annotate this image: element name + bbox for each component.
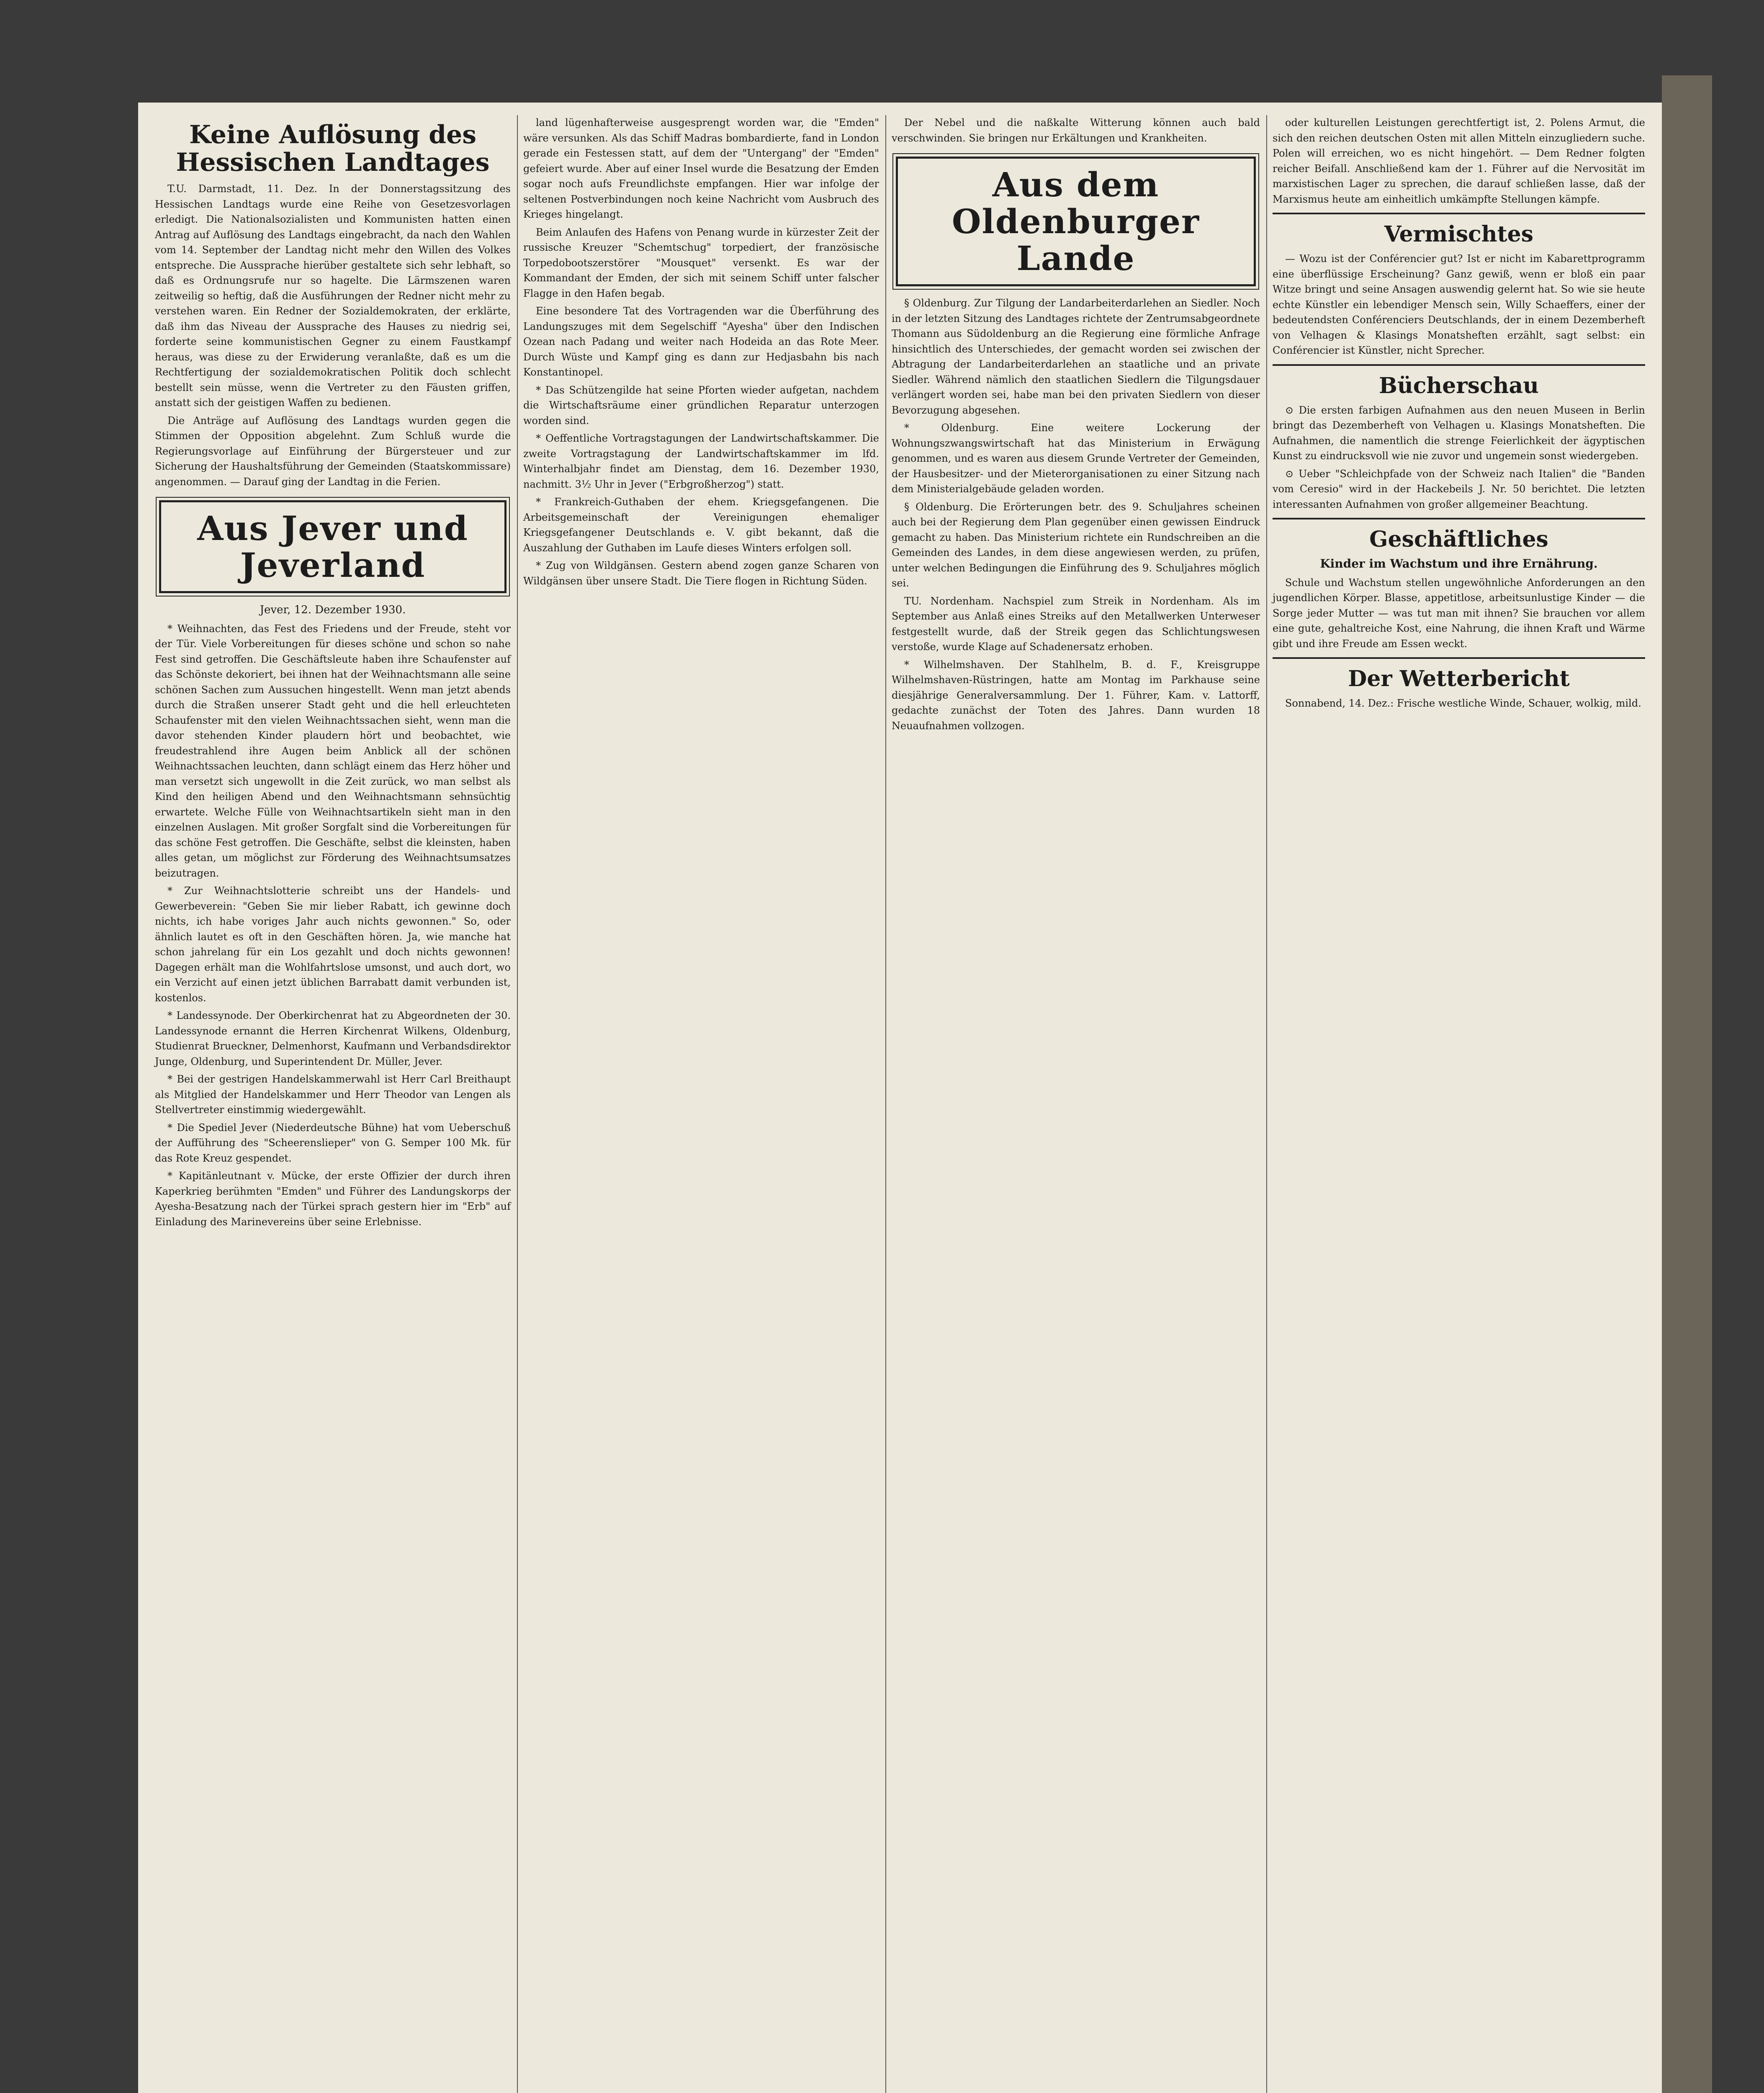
article-landtag-p1: T.U. Darmstadt, 11. Dez. In der Donnerstagssitzung des Hessischen Landtags wurde eine Reihe von Gesetzesvorlagen erledigt. Die Nationalsozialisten und Kommunisten hatten einen Antrag auf Auflösung des Landtags eingebracht, da nach den Wahlen vom 14. September der Landtag nicht mehr den Willen des Volkes entspreche. Die Aussprache hierüber gestaltete sich sehr lebhaft, so daß es Ordnungsrufe nur so hagelte. Die Lärmszenen waren zeitweilig so heftig, daß die Ausführungen der Redner nicht mehr zu verstehen waren. Ein Redner der Sozialdemokraten, der erklärte, daß ihm das Niveau der Aussprache des Hauses zu niedrig sei, forderte seine kommunistischen Gegner zu einem Faustkampf heraus, was diese zu der Erwiderung veranlaßte, daß es um die Rechtfertigung der sozialdemokratischen Politik doch schlecht bestellt sein müsse, wenn die Vertreter zu den Fäusten griffen, anstatt sich der geistigen Waffen zu bedienen. <box>155 183 511 409</box>
article-spediel: * Die Spediel Jever (Niederdeutsche Bühne) hat vom Ueberschuß der Aufführung des "Scheerenslieper" von G. Semper 100 Mk. für das Rote Kreuz gespendet. <box>155 1121 511 1164</box>
dateline-jever: Jever, 12. Dezember 1930. <box>260 604 406 616</box>
article-schleichpfade: ⊙ Ueber "Schleichpfade von der Schweiz nach Italien" die "Banden vom Ceresio" wird in der Hackebeils J. Nr. 50 berichtet. Die letzten interessanten Aufnahmen von großer allgemeiner Beachtung. <box>1273 468 1645 510</box>
section-vermischtes: Vermischtes <box>1384 221 1533 247</box>
section-box-jever: Aus Jever und Jeverland <box>159 500 507 593</box>
headline-landtag: Keine Auflösung des Hessischen Landtages <box>176 120 490 177</box>
article-polen: oder kulturellen Leistungen gerechtfertigt ist, 2. Polens Armut, die sich den reichen deutschen Osten mit allen Mitteln einzugliedern suche. Polen will erreichen, wo es nicht hingehört. — Dem Redner folgten reicher Beifall. Anschließend kam der 1. Führer auf die Nervosität im marxistischen Lager zu sprechen, die darauf schließen lasse, daß der Marxismus heute am einheitlich umkämpfte Stellungen kämpfe. <box>1273 117 1645 205</box>
newspaper-page <box>138 103 1662 2093</box>
section-box-oldenburg: Aus dem Oldenburger Lande <box>896 157 1256 286</box>
divider <box>1273 657 1645 659</box>
article-stahlhelm: * Wilhelmshaven. Der Stahlhelm, B. d. F., Kreisgruppe Wilhelmshaven-Rüstringen, hatte am Montag im Parkhause seine diesjährige Generalversammlung. Der 1. Führer, Kam. v. Lattorff, gedachte zunächst der Toten des Jahres. Dann wurden 18 Neuaufnahmen vollzogen. <box>892 658 1260 732</box>
article-emden-p1: land lügenhafterweise ausgesprengt worden war, die "Emden" wäre versunken. Als das Schiff Madras bombardierte, fand in London gerade ein Festessen statt, auf dem der "Untergang" der "Emden" gefeiert wurde. Aber auf einer Insel wurde die Besatzung der Emden sogar noch aufs Freundlichste empfangen. Hier war infolge der seltenen Postverbindungen noch keine Nachricht vom Ausbruch des Krieges hingelangt. <box>523 117 879 220</box>
article-wohnungszwang: * Oldenburg. Eine weitere Lockerung der Wohnungszwangswirtschaft hat das Ministerium in Erwägung genommen, und es waren aus diesem Grunde Vertreter der Gemeinden, der Hausbesitzer- und der Mieterorganisationen zu einer Sitzung nach dem Ministerialgebäude geladen worden. <box>892 422 1260 495</box>
article-emden-p3: Eine besondere Tat des Vortragenden war die Überführung des Landungszuges mit dem Segelschiff "Ayesha" über den Indischen Ozean nach Padang und weiter nach Hodeida an das Rote Meer. Durch Wüste und Kampf ging es dann zur Hedjasbahn bis nach Konstantinopel. <box>523 305 879 378</box>
article-schuetzengilde: * Das Schützengilde hat seine Pforten wieder aufgetan, nachdem die Wirtschaftsräume einer gründlichen Reparatur unterzogen worden sind. <box>523 384 879 427</box>
article-museen: ⊙ Die ersten farbigen Aufnahmen aus den neuen Museen in Berlin bringt das Dezemberheft von Velhagen u. Klasings Monatsheften. Die Aufnahmen, die namentlich die strenge Feierlichkeit der ägyptischen Kunst zu eindrucksvoll wie nie zuvor und ungemein sonst wiedergeben. <box>1273 404 1645 462</box>
article-weihnachten: * Weihnachten, das Fest des Friedens und der Freude, steht vor der Tür. Viele Vorbereitungen für dieses schöne und schon so nahe Fest sind getroffen. Die Geschäftsleute haben ihre Schaufenster auf das Schönste dekoriert, bei ihnen hat der Weihnachtsmann alle seine schönen Sachen zum Aussuchen hingestellt. Wenn man jetzt abends durch die Straßen unserer Stadt geht und die hell erleuchteten Schaufenster mit den vielen Weihnachtssachen sieht, wenn man die davor stehenden Kinder plaudern hört und beobachtet, wie freudestrahlend ihre Augen beim Anblick all der schönen Weihnachtssachen leuchten, dann schlägt einem das Herz höher und man versetzt sich ungewollt in die Zeit zurück, wo man selbst als Kind den heiligen Abend und den Weihnachtsmann sehnsüchtig erwartete. Welche Fülle von Weihnachtsartikeln sieht man in den einzelnen Auslagen. Mit großer Sorgfalt sind die Vorbereitungen für das schöne Fest getroffen. Die Geschäfte, selbst die kleinsten, haben alles getan, um möglichst zur Förderung des Weihnachtsumsatzes beizutragen. <box>155 622 511 879</box>
column-4 <box>1273 115 1645 714</box>
article-lotterie: * Zur Weihnachtslotterie schreibt uns der Handels- und Gewerbeverein: "Geben Sie mir lieber Rabatt, ich gewinne doch nichts, ich habe voriges Jahr auch nichts gewonnen." So, oder ähnlich lautet es oft in den Geschäften hören. Ja, wie manche hat schon jahrelang für ein Los gezahlt und doch nichts gewonnen! Dagegen erhält man die Wohlfahrtslose umsonst, und auch dort, wo ein Verzicht auf einen jetzt üblichen Barrabatt damit verbunden ist, kostenlos. <box>155 885 511 1004</box>
article-synode: * Landessynode. Der Oberkirchenrat hat zu Abgeordneten der 30. Landessynode ernannt die Herren Kirchenrat Wilkens, Oldenburg, Studienrat Brueckner, Delmenhorst, Kaufmann und Verbandsdirektor Junge, Oldenburg, und Superintendent Dr. Müller, Jever. <box>155 1010 511 1067</box>
article-nordenham: TU. Nordenham. Nachspiel zum Streik in Nordenham. Als im September aus Anlaß eines Streiks auf den Metallwerken Unterweser festgestellt wurde, daß der Streik gegen das Schlichtungswesen verstoße, wurde Klage auf Schadenersatz erhoben. <box>892 595 1260 653</box>
divider <box>1273 213 1645 214</box>
article-muecke: * Kapitänleutnant v. Mücke, der erste Offizier der durch ihren Kaperkrieg berühmten "Emden" und Führer des Landungskorps der Ayesha-Besatzung nach der Türkei sprach gestern hier im "Erb" auf Einladung des Marinevereins über seine Erlebnisse. <box>155 1170 511 1228</box>
column-2 <box>523 115 879 591</box>
divider <box>1273 364 1645 366</box>
article-landwirtschaftskammer: * Oeffentliche Vortragstagungen der Landwirtschaftskammer. Die zweite Vortragstagung der Landwirtschaftskammer im lfd. Winterhalbjahr findet am Dienstag, dem 16. Dezember 1930, nachmitt. 3½ Uhr in Jever ("Erbgroßherzog") statt. <box>523 432 879 490</box>
article-wildgaense: * Zug von Wildgänsen. Gestern abend zogen ganze Scharen von Wildgänsen über unsere Stadt. Die Tiere flogen in Richtung Süden. <box>523 560 879 587</box>
article-nebel: Der Nebel und die naßkalte Witterung können auch bald verschwinden. Sie bringen nur Erkältungen und Krankheiten. <box>892 117 1260 144</box>
column-3 <box>892 115 1260 736</box>
subheading-kinder: Kinder im Wachstum und ihre Ernährung. <box>1320 557 1598 571</box>
article-conferencier: — Wozu ist der Conférencier gut? Ist er nicht im Kabarettprogramm eine überflüssige Erscheinung? Ganz gewiß, wenn er bloß ein paar Witze bringt und seine Ansagen auswendig gelernt hat. So wie sie heute echte Künstler ein lebendiger Mensch sein, Willy Schaeffers, einer der bedeutendsten Conférenciers Deutschlands, der in einem Dezemberheft von Velhagen & Klasings Monatsheften erzählt, sagt selbst: ein Conférencier ist Künstler, nicht Sprecher. <box>1273 253 1645 356</box>
article-landarbeiterdarlehen: § Oldenburg. Zur Tilgung der Landarbeiterdarlehen an Siedler. Noch in der letzten Sitzung des Landtages richtete der Zentrumsabgeordnete Thomann aus Südoldenburg an die Regierung eine förmliche Anfrage hinsichtlich des Unterschiedes, der gemacht worden sei zwischen der Abtragung der Landarbeiterdarlehen an staatliche und an private Siedler. Während nämlich den staatlichen Siedlern die Tilgungsdauer verlängert worden sei, habe man bei den privaten Siedlern von dieser Bevorzugung abgesehen. <box>892 297 1260 416</box>
article-handelskammer: * Bei der gestrigen Handelskammerwahl ist Herr Carl Breithaupt als Mitglied der Handelskammer und Herr Theodor van Lengen als Stellvertreter einstimmig wiedergewählt. <box>155 1073 511 1116</box>
column-1 <box>155 115 511 1232</box>
article-kinder: Schule und Wachstum stellen ungewöhnliche Anforderungen an den jugendlichen Körper. Blasse, appetitlose, arbeitsunlustige Kinder — die Sorge jeder Mutter — was tut man mit ihnen? Sie brauchen vor allem eine gute, gehaltreiche Kost, eine Nahrung, die ihnen Kraft und Wärme gibt und ihre Freude am Essen weckt. <box>1273 576 1645 650</box>
article-emden-p2: Beim Anlaufen des Hafens von Penang wurde in kürzester Zeit der russische Kreuzer "Schemtschug" torpediert, der französische Torpedobootszerstörer "Mousquet" versenkt. Es war der Kommandant der Emden, der sich mit seinem Schiff unter falscher Flagge in den Hafen begab. <box>523 226 879 299</box>
section-buecherschau: Bücherschau <box>1379 373 1539 399</box>
column-rule <box>1266 115 1267 2093</box>
article-landtag-p2: Die Anträge auf Auflösung des Landtags wurden gegen die Stimmen der Opposition abgelehnt. Zum Schluß wurde die Regierungsvorlage auf Einführung der Bürgersteuer und zur Sicherung der Haushaltsführung der Gemeinden (Staatskommissare) angenommen. — Darauf ging der Landtag in die Ferien. <box>155 414 511 488</box>
article-kriegsgefangene: * Frankreich-Guthaben der ehem. Kriegsgefangenen. Die Arbeitsgemeinschaft der Vereinigungen ehemaliger Kriegsgefangener Deutschlands e. V. gibt bekannt, daß die Auszahlung der Guthaben im Laufe dieses Winters erfolgen soll. <box>523 496 879 554</box>
divider <box>1273 518 1645 519</box>
section-wetterbericht: Der Wetterbericht <box>1348 666 1570 692</box>
book-spine <box>1662 75 1712 2093</box>
article-schuljahr: § Oldenburg. Die Erörterungen betr. des 9. Schuljahres scheinen auch bei der Regierung dem Plan gegenüber einen gewissen Eindruck gemacht zu haben. Das Ministerium richtete ein Rundschreiben an die Gemeinden des Landes, in dem diese angewiesen werden, zu prüfen, unter welchen Bedingungen die Einführung des 9. Schuljahres möglich sei. <box>892 501 1260 589</box>
column-rule <box>885 115 886 2093</box>
column-rule <box>517 115 518 2093</box>
section-geschaeftliches: Geschäftliches <box>1369 527 1548 552</box>
weather-report: Sonnabend, 14. Dez.: Frische westliche Winde, Schauer, wolkig, mild. <box>1285 697 1641 709</box>
